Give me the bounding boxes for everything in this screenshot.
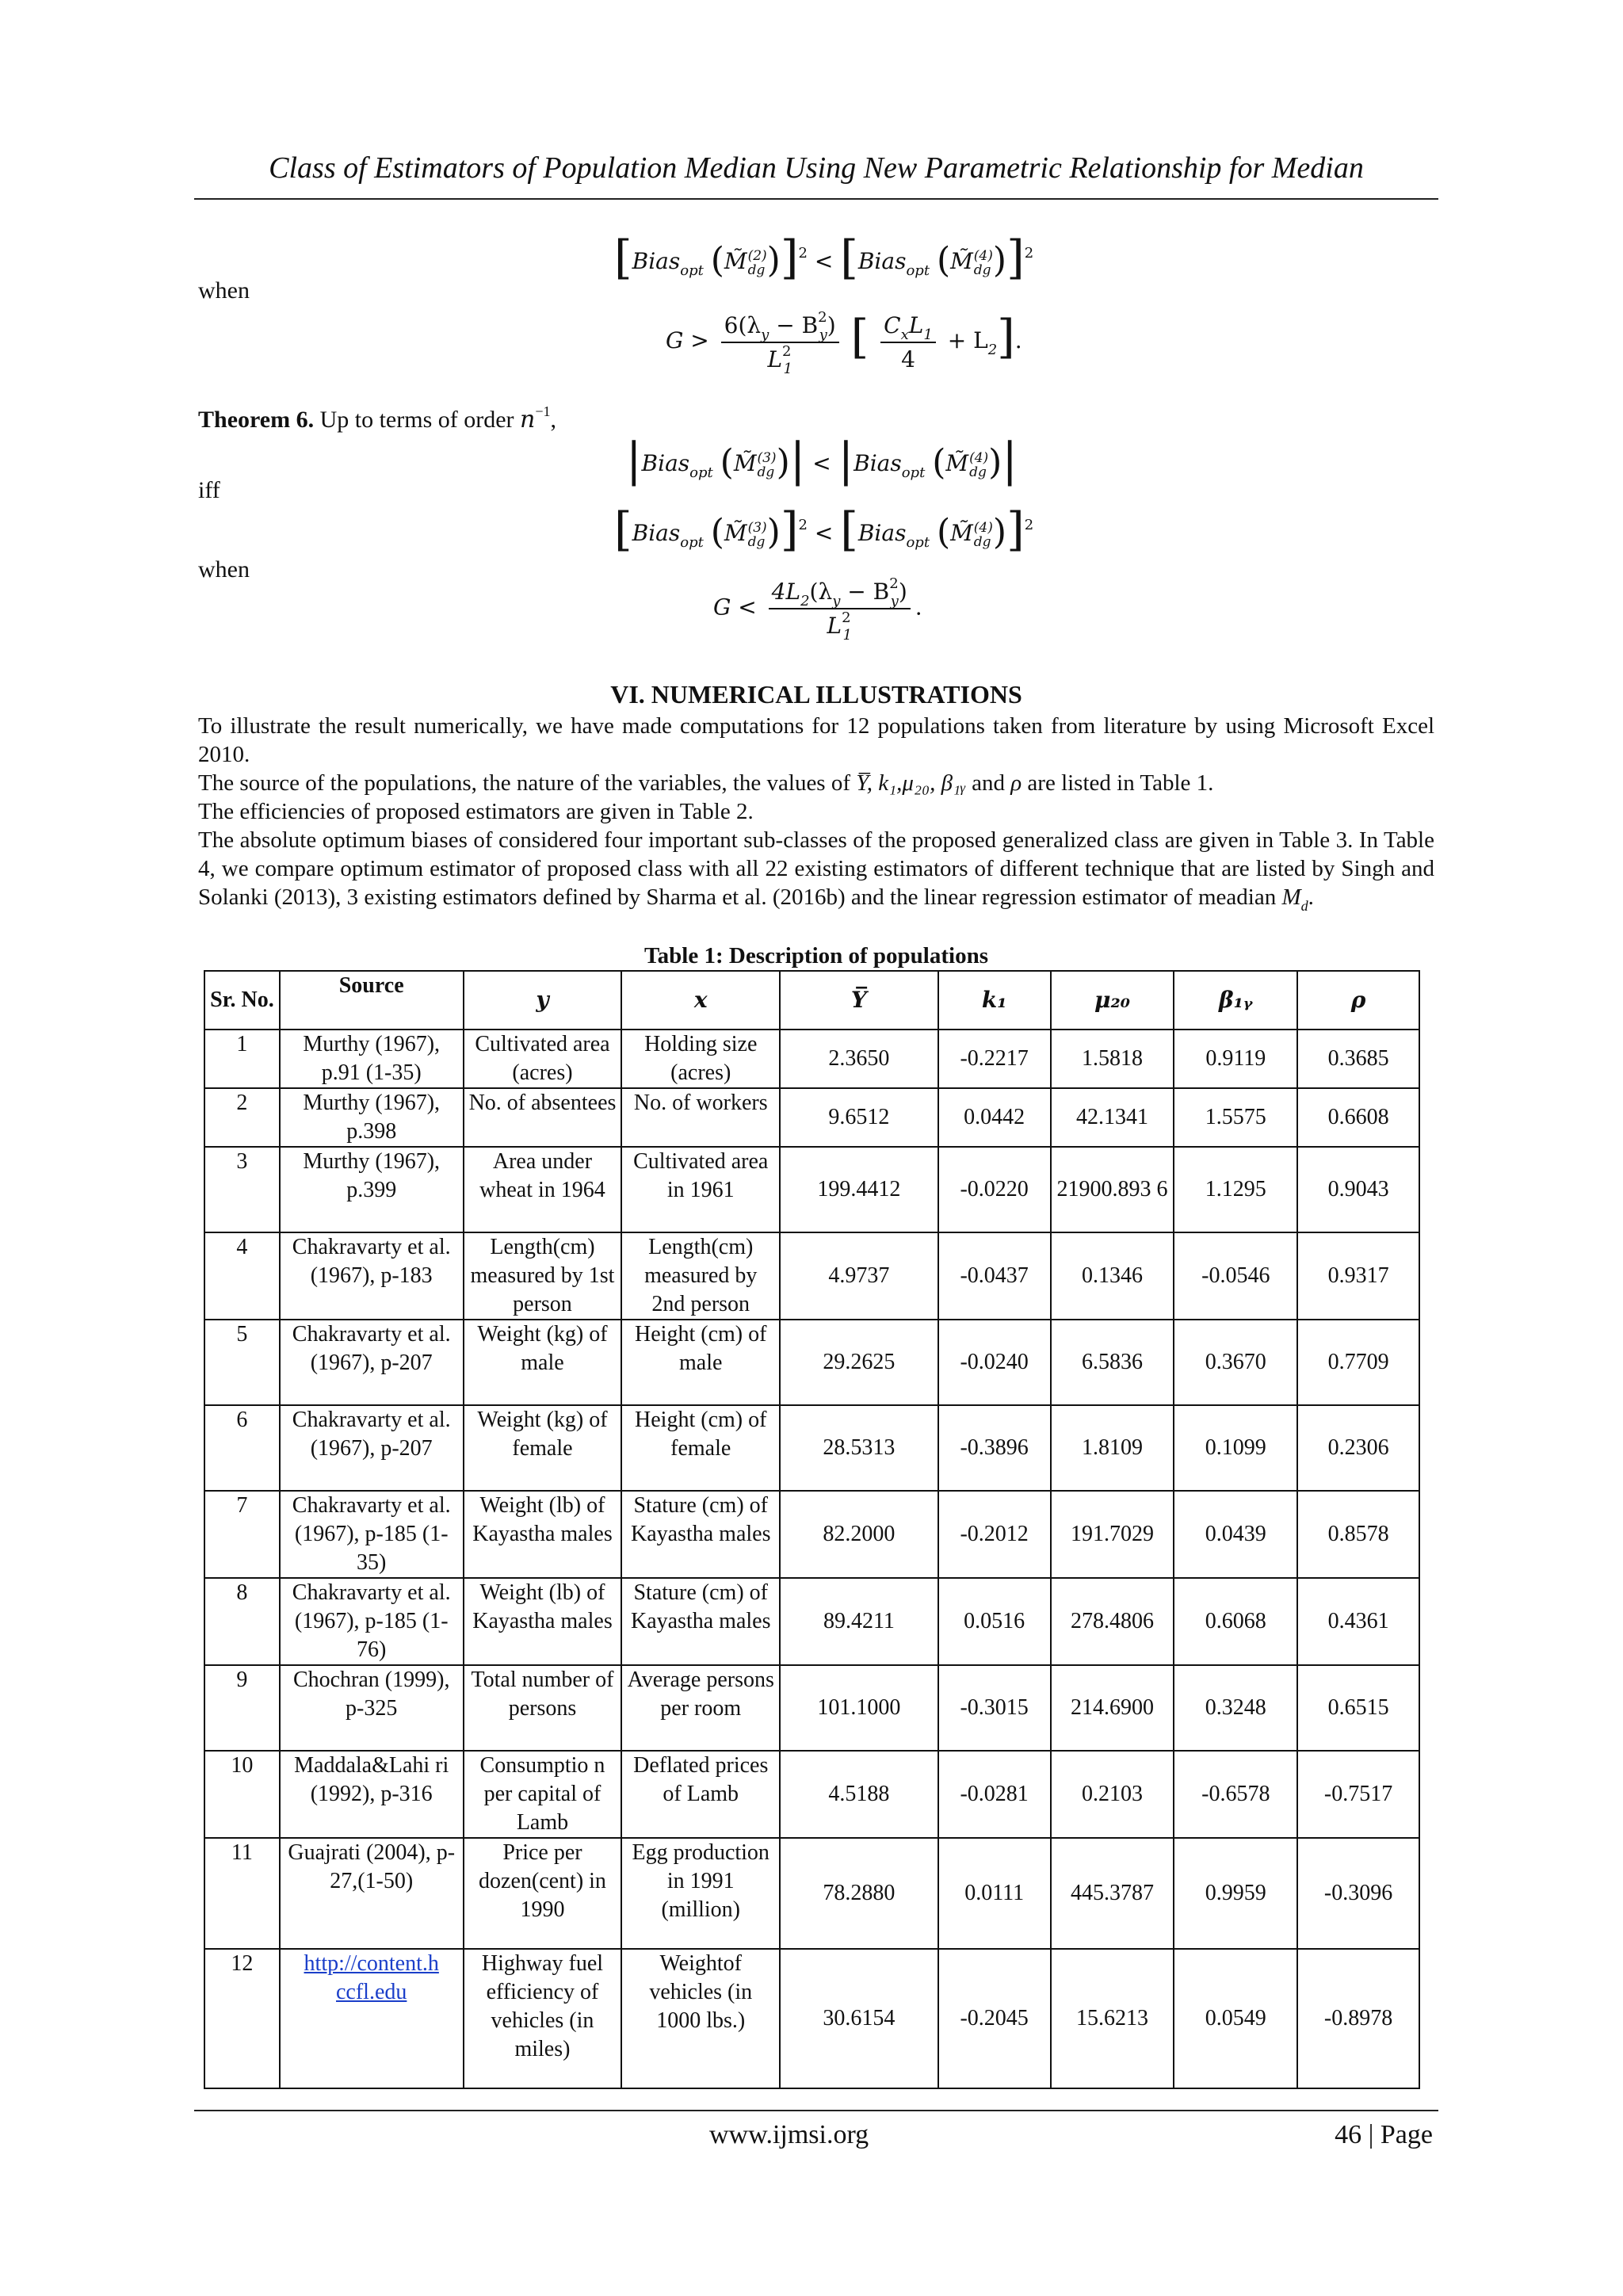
paragraph-table1-ref bbox=[198, 769, 1434, 797]
paragraph-table2-ref: The efficiencies of proposed estimators are given in Table 2. bbox=[198, 799, 754, 824]
symbols: Y̅, k₁,μ₂₀, β₁ᵧ bbox=[856, 770, 966, 796]
cell-x: Weightof vehicles (in 1000 lbs.) bbox=[621, 1949, 780, 2088]
cell-beta: 0.9119 bbox=[1174, 1030, 1297, 1088]
median-symbol: M̃ bbox=[950, 248, 973, 274]
median-symbol: M̃ bbox=[945, 450, 969, 476]
subscript: dg bbox=[747, 262, 766, 278]
cell-x: Deflated prices of Lamb bbox=[621, 1751, 780, 1838]
cell-y: Weight (kg) of male bbox=[464, 1320, 622, 1405]
cell-beta: 0.1099 bbox=[1174, 1405, 1297, 1491]
header-k1: k₁ bbox=[938, 971, 1051, 1030]
cell-beta: 0.0439 bbox=[1174, 1491, 1297, 1578]
cell-k1: -0.2045 bbox=[938, 1949, 1051, 2088]
cell-ybar: 82.2000 bbox=[780, 1491, 938, 1578]
bias-symbol: Bias bbox=[854, 450, 902, 476]
cell-x: Height (cm) of male bbox=[621, 1320, 780, 1405]
cell-k1: -0.2217 bbox=[938, 1030, 1051, 1088]
cell-k1: -0.0240 bbox=[938, 1320, 1051, 1405]
populations-table bbox=[204, 970, 1420, 2089]
table-row bbox=[204, 1838, 1419, 1949]
equation-g-condition-2: G < $\frac{4L_2(\lambda_y - B^2_y)}{L^2_1}$ . bbox=[713, 575, 922, 644]
cell-k1: 0.0516 bbox=[938, 1578, 1051, 1665]
table-row bbox=[204, 1578, 1419, 1665]
equation-bias-squared-3-vs-4: [Bias$_{opt}$ (M̃ (3) dg )]$^2$ < [Bias$_{opt}$ (M̃ (4) dg )]$^2$ bbox=[614, 502, 1034, 556]
cell-k1: -0.3015 bbox=[938, 1665, 1051, 1751]
median-symbol: M̃ bbox=[733, 450, 757, 476]
cell-rho: 0.2306 bbox=[1297, 1405, 1419, 1491]
cell-ybar: 30.6154 bbox=[780, 1949, 938, 2088]
numerator-b: − B bbox=[769, 311, 819, 338]
cell-sr: 1 bbox=[204, 1030, 280, 1088]
cell-source: Chakravarty et al.(1967), p-185 (1-76) bbox=[280, 1578, 464, 1665]
superscript: (4) bbox=[973, 519, 993, 536]
table-header-row bbox=[204, 971, 1419, 1030]
bias-symbol: Bias bbox=[632, 520, 681, 546]
table-row bbox=[204, 1665, 1419, 1751]
cell-rho: 0.9043 bbox=[1297, 1147, 1419, 1232]
cell-source: Chakravarty et al.(1967), p-183 bbox=[280, 1232, 464, 1320]
superscript: (3) bbox=[747, 519, 767, 536]
cell-y: Area under wheat in 1964 bbox=[464, 1147, 622, 1232]
cell-y: Weight (lb) of Kayastha males bbox=[464, 1578, 622, 1665]
cell-ybar: 28.5313 bbox=[780, 1405, 938, 1491]
cell-ybar: 2.3650 bbox=[780, 1030, 938, 1088]
cell-rho: 0.8578 bbox=[1297, 1491, 1419, 1578]
cell-sr: 3 bbox=[204, 1147, 280, 1232]
source-link[interactable]: http://content.h ccfl.edu bbox=[304, 1951, 439, 2004]
bias-symbol: Bias bbox=[641, 450, 690, 476]
subscript: dg bbox=[969, 464, 987, 480]
fraction: $\frac{6(\lambda_y - B^2_y)}{L^2_1}$ bbox=[721, 312, 839, 372]
header-y: y bbox=[464, 971, 622, 1030]
header-beta1y: β₁ᵧ bbox=[1174, 971, 1297, 1030]
cell-ybar: 78.2880 bbox=[780, 1838, 938, 1949]
cell-sr: 7 bbox=[204, 1491, 280, 1578]
header-divider bbox=[194, 198, 1438, 200]
cell-y: Cultivated area (acres) bbox=[464, 1030, 622, 1088]
section-heading: VI. NUMERICAL ILLUSTRATIONS bbox=[610, 680, 1022, 709]
exponent: 2 bbox=[798, 517, 808, 533]
cell-y: No. of absentees bbox=[464, 1088, 622, 1147]
cell-sr: 5 bbox=[204, 1320, 280, 1405]
cell-x: Stature (cm) of Kayastha males bbox=[621, 1578, 780, 1665]
l1-symbol: L bbox=[908, 311, 924, 338]
cell-mu20: 21900.893 6 bbox=[1051, 1147, 1174, 1232]
cell-beta: 0.0549 bbox=[1174, 1949, 1297, 2088]
header-mu20: μ₂₀ bbox=[1051, 971, 1174, 1030]
paragraph-table3-4-ref bbox=[198, 826, 1434, 914]
cell-source: Murthy (1967), p.398 bbox=[280, 1088, 464, 1147]
footer-website: www.ijmsi.org bbox=[709, 2120, 869, 2149]
cell-rho: -0.8978 bbox=[1297, 1949, 1419, 2088]
equation-bias-squared-2-vs-4: [Bias$_{opt}$ (M̃ (2) dg )]$^2$ < [Bias$_{opt}$ (M̃ (4) dg )]$^2$ bbox=[614, 231, 1034, 285]
opt-subscript: opt bbox=[689, 464, 713, 481]
cell-y: Price per dozen(cent) in 1990 bbox=[464, 1838, 622, 1949]
cell-rho: -0.7517 bbox=[1297, 1751, 1419, 1838]
four: 4 bbox=[901, 346, 915, 372]
median-symbol: M̃ bbox=[724, 520, 747, 546]
cell-rho: 0.4361 bbox=[1297, 1578, 1419, 1665]
cell-sr: 2 bbox=[204, 1088, 280, 1147]
cell-beta: 0.6068 bbox=[1174, 1578, 1297, 1665]
cell-beta: 1.1295 bbox=[1174, 1147, 1297, 1232]
order-exponent: −1 bbox=[535, 403, 551, 419]
cell-source: Chakravarty et al.(1967), p-207 bbox=[280, 1405, 464, 1491]
exponent: 2 bbox=[798, 245, 808, 262]
cell-beta: -0.6578 bbox=[1174, 1751, 1297, 1838]
cell-beta: 1.5575 bbox=[1174, 1088, 1297, 1147]
fraction: $\frac{4L_2(\lambda_y - B^2_y)}{L^2_1}$ bbox=[769, 579, 911, 639]
numerator: 6(λ bbox=[724, 311, 762, 338]
label-when: when bbox=[198, 556, 250, 583]
median-symbol: M̃ bbox=[950, 520, 973, 546]
cell-sr: 4 bbox=[204, 1232, 280, 1320]
cell-sr: 8 bbox=[204, 1578, 280, 1665]
subscript: dg bbox=[973, 533, 991, 550]
cell-k1: -0.3896 bbox=[938, 1405, 1051, 1491]
cell-source: Murthy (1967), p.91 (1-35) bbox=[280, 1030, 464, 1088]
table-row bbox=[204, 1232, 1419, 1320]
cell-mu20: 445.3787 bbox=[1051, 1838, 1174, 1949]
header-source: Source bbox=[280, 971, 464, 1030]
cell-y: Highway fuel efficiency of vehicles (in miles) bbox=[464, 1949, 622, 2088]
cell-source: Chakravarty et al.(1967), p-207 bbox=[280, 1320, 464, 1405]
cell-source: Guajrati (2004), p-27,(1-50) bbox=[280, 1838, 464, 1949]
cell-y: Total number of persons bbox=[464, 1665, 622, 1751]
cell-y: Length(cm) measured by 1st person bbox=[464, 1232, 622, 1320]
g-symbol: G bbox=[713, 594, 731, 621]
footer-page-number: 46 | Page bbox=[1335, 2120, 1433, 2149]
theorem-label: Theorem 6. bbox=[198, 407, 315, 433]
less-than: < bbox=[814, 248, 834, 274]
cx-symbol: C bbox=[884, 311, 901, 338]
equation-abs-bias-3-vs-4: |Bias$_{opt}$ (M̃ (3) dg )| < |Bias$_{opt}$ (M̃ (4) dg )| bbox=[626, 433, 1018, 487]
cell-mu20: 214.6900 bbox=[1051, 1665, 1174, 1751]
cell-x: Average persons per room bbox=[621, 1665, 780, 1751]
header-x: x bbox=[621, 971, 780, 1030]
superscript: (4) bbox=[973, 247, 993, 264]
cell-x: No. of workers bbox=[621, 1088, 780, 1147]
theorem-6: Theorem 6. Up to terms of order $n^{-1}$, bbox=[198, 403, 557, 434]
equation-g-condition-1: G > $\frac{6(\lambda_y - B^2_y)}{L^2_1}$ [ $\frac{C_xL_1}{4}$ + $L_2$]. bbox=[666, 308, 1022, 377]
cell-beta: 0.3670 bbox=[1174, 1320, 1297, 1405]
cell-mu20: 42.1341 bbox=[1051, 1088, 1174, 1147]
cell-x: Cultivated area in 1961 bbox=[621, 1147, 780, 1232]
paragraph-intro: To illustrate the result numerically, we have made computations for 12 populations taken from literature by using Microsoft Excel 2010. bbox=[198, 713, 1434, 767]
opt-subscript: opt bbox=[680, 534, 704, 551]
cell-k1: -0.0281 bbox=[938, 1751, 1051, 1838]
less-than: < bbox=[814, 520, 834, 546]
less-than: < bbox=[738, 594, 757, 621]
opt-subscript: opt bbox=[901, 464, 926, 481]
cell-sr: 6 bbox=[204, 1405, 280, 1491]
table-row bbox=[204, 1751, 1419, 1838]
table-row bbox=[204, 1088, 1419, 1147]
cell-k1: -0.0437 bbox=[938, 1232, 1051, 1320]
table-row bbox=[204, 1491, 1419, 1578]
running-header: Class of Estimators of Population Median Using New Parametric Relationship for Median bbox=[269, 151, 1364, 185]
cell-beta: 0.3248 bbox=[1174, 1665, 1297, 1751]
table-row bbox=[204, 1949, 1419, 2088]
cell-x: Egg production in 1991 (million) bbox=[621, 1838, 780, 1949]
table-row bbox=[204, 1147, 1419, 1232]
superscript: (4) bbox=[969, 449, 989, 466]
plus-l2: + L bbox=[947, 327, 988, 353]
text: are listed in Table 1. bbox=[1022, 770, 1214, 796]
table-caption: Table 1: Description of populations bbox=[644, 943, 988, 968]
cell-sr: 12 bbox=[204, 1949, 280, 2088]
opt-subscript: opt bbox=[906, 262, 930, 279]
fraction-inner: $\frac{C_xL_1}{4}$ bbox=[880, 312, 936, 372]
bias-symbol: Bias bbox=[632, 248, 681, 274]
cell-ybar: 29.2625 bbox=[780, 1320, 938, 1405]
bias-symbol: Bias bbox=[857, 520, 907, 546]
superscript: (2) bbox=[747, 247, 767, 264]
less-than: < bbox=[812, 450, 831, 476]
subscript: dg bbox=[747, 533, 766, 550]
cell-rho: -0.3096 bbox=[1297, 1838, 1419, 1949]
cell-y: Weight (lb) of Kayastha males bbox=[464, 1491, 622, 1578]
text: and bbox=[965, 770, 1011, 796]
cell-k1: -0.2012 bbox=[938, 1491, 1051, 1578]
opt-subscript: opt bbox=[680, 262, 704, 279]
cell-mu20: 0.1346 bbox=[1051, 1232, 1174, 1320]
text: The absolute optimum biases of considered four important sub-classes of the proposed generalized class are given in Table 3. In Table 4, we compare optimum estimator of proposed class with all 22 existing estimators of different technique that are listed by Singh and Solanki (2013), 3 existing estimators defined by Sharma et al. (2016b) and the linear regression estimator of meadian bbox=[198, 827, 1434, 910]
cell-mu20: 0.2103 bbox=[1051, 1751, 1174, 1838]
cell-x: Height (cm) of female bbox=[621, 1405, 780, 1491]
cell-ybar: 4.9737 bbox=[780, 1232, 938, 1320]
g-symbol: G bbox=[666, 327, 684, 353]
cell-x: Holding size (acres) bbox=[621, 1030, 780, 1088]
cell-mu20: 6.5836 bbox=[1051, 1320, 1174, 1405]
cell-beta: 0.9959 bbox=[1174, 1838, 1297, 1949]
cell-ybar: 199.4412 bbox=[780, 1147, 938, 1232]
superscript: (3) bbox=[757, 449, 777, 466]
subscript: dg bbox=[757, 464, 775, 480]
cell-mu20: 191.7029 bbox=[1051, 1491, 1174, 1578]
order-n: n bbox=[520, 406, 536, 434]
table-body bbox=[204, 1030, 1419, 2088]
header-ybar: Y̅ bbox=[780, 971, 938, 1030]
cell-rho: 0.9317 bbox=[1297, 1232, 1419, 1320]
cell-mu20: 15.6213 bbox=[1051, 1949, 1174, 2088]
cell-ybar: 101.1000 bbox=[780, 1665, 938, 1751]
denominator: L bbox=[827, 613, 842, 639]
cell-source: Murthy (1967), p.399 bbox=[280, 1147, 464, 1232]
cell-source: Chakravarty et al.(1967), p-185 (1-35) bbox=[280, 1491, 464, 1578]
cell-k1: 0.0111 bbox=[938, 1838, 1051, 1949]
subscript: d bbox=[1300, 898, 1308, 914]
greater-than: > bbox=[690, 327, 709, 353]
label-when: when bbox=[198, 277, 250, 304]
cell-mu20: 1.8109 bbox=[1051, 1405, 1174, 1491]
rho-symbol: ρ bbox=[1010, 770, 1022, 796]
cell-ybar: 89.4211 bbox=[780, 1578, 938, 1665]
cell-rho: 0.7709 bbox=[1297, 1320, 1419, 1405]
table-row bbox=[204, 1030, 1419, 1088]
cell-x: Stature (cm) of Kayastha males bbox=[621, 1491, 780, 1578]
cell-y: Consumptio n per capital of Lamb bbox=[464, 1751, 622, 1838]
median-symbol: M̃ bbox=[724, 248, 747, 274]
header-rho: ρ bbox=[1297, 971, 1419, 1030]
cell-x: Length(cm) measured by 2nd person bbox=[621, 1232, 780, 1320]
numerator: 4L bbox=[771, 579, 801, 605]
cell-rho: 0.6515 bbox=[1297, 1665, 1419, 1751]
header-sr: Sr. No. bbox=[204, 971, 280, 1030]
opt-subscript: opt bbox=[906, 534, 930, 551]
footer-divider bbox=[194, 2110, 1438, 2111]
table-row bbox=[204, 1405, 1419, 1491]
cell-k1: -0.0220 bbox=[938, 1147, 1051, 1232]
cell-source: Chochran (1999), p-325 bbox=[280, 1665, 464, 1751]
cell-sr: 9 bbox=[204, 1665, 280, 1751]
bias-symbol: Bias bbox=[857, 248, 907, 274]
cell-sr: 11 bbox=[204, 1838, 280, 1949]
cell-mu20: 278.4806 bbox=[1051, 1578, 1174, 1665]
cell-sr: 10 bbox=[204, 1751, 280, 1838]
label-iff: iff bbox=[198, 477, 220, 503]
median-symbol: M bbox=[1281, 884, 1301, 910]
cell-mu20: 1.5818 bbox=[1051, 1030, 1174, 1088]
cell-ybar: 4.5188 bbox=[780, 1751, 938, 1838]
cell-source bbox=[280, 1949, 464, 2088]
exponent: 2 bbox=[1024, 245, 1034, 262]
cell-k1: 0.0442 bbox=[938, 1088, 1051, 1147]
cell-rho: 0.6608 bbox=[1297, 1088, 1419, 1147]
subscript: dg bbox=[973, 262, 991, 278]
exponent: 2 bbox=[1024, 517, 1034, 533]
theorem-text: Up to terms of order bbox=[314, 407, 521, 433]
text: . bbox=[1308, 884, 1314, 910]
text: The source of the populations, the nature of the variables, the values of bbox=[198, 770, 857, 796]
table-row bbox=[204, 1320, 1419, 1405]
denominator: L bbox=[767, 346, 783, 372]
cell-y: Weight (kg) of female bbox=[464, 1405, 622, 1491]
cell-source: Maddala&Lahi ri (1992), p-316 bbox=[280, 1751, 464, 1838]
cell-beta: -0.0546 bbox=[1174, 1232, 1297, 1320]
cell-rho: 0.3685 bbox=[1297, 1030, 1419, 1088]
cell-ybar: 9.6512 bbox=[780, 1088, 938, 1147]
